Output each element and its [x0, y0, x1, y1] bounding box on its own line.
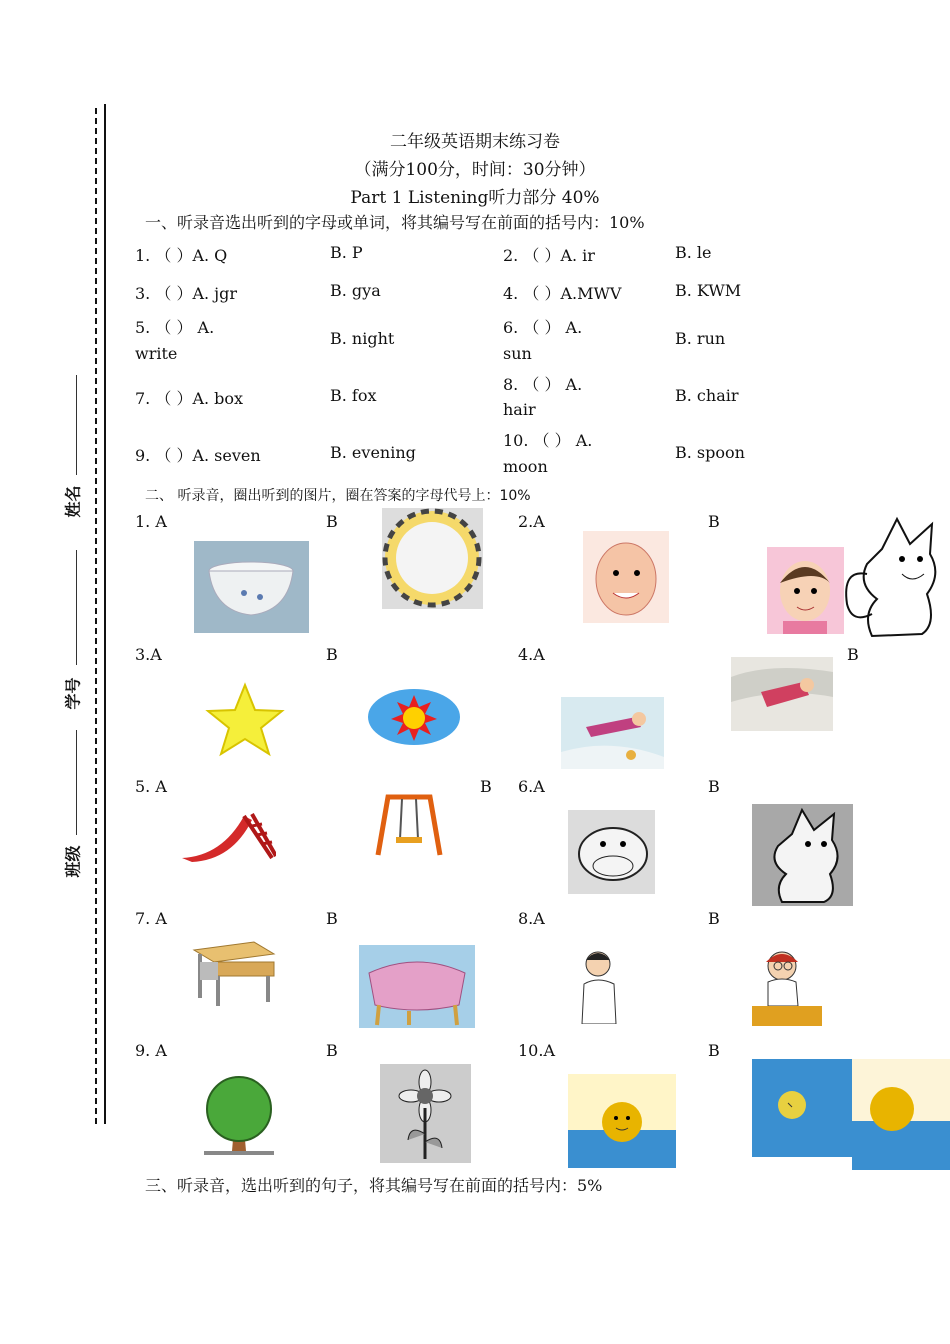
pic-label: 4.A — [518, 645, 545, 664]
fox-gray-image — [752, 804, 853, 906]
pic-label: 10.A — [518, 1041, 555, 1060]
question-8-cont: hair — [503, 400, 536, 419]
id-underline — [76, 550, 77, 665]
pic-label: B — [708, 909, 720, 928]
pic-label: 6.A — [518, 777, 545, 796]
swing-image — [370, 793, 448, 859]
question-2: 2. （ ）A. ir — [503, 246, 595, 265]
question-7-b: B. fox — [330, 386, 377, 405]
desk-image — [192, 940, 276, 1008]
pic-label: B — [708, 1041, 720, 1060]
pic-label: 1. A — [135, 512, 167, 531]
question-5: 5. （ ） A. — [135, 318, 215, 337]
question-10: 10. （ ） A. — [503, 431, 593, 450]
question-9: 9. （ ）A. seven — [135, 446, 261, 465]
question-6-b: B. run — [675, 329, 726, 348]
girl-writing-image — [752, 944, 822, 1026]
question-9-b: B. evening — [330, 443, 416, 462]
question-3: 3. （ ）A. jgr — [135, 284, 238, 303]
question-5-b: B. night — [330, 329, 395, 348]
bowl-image — [194, 541, 309, 633]
boy-student-image — [578, 946, 620, 1024]
sun-sea-image — [568, 1074, 676, 1168]
pic-label: 3.A — [135, 645, 162, 664]
question-2-b: B. le — [675, 243, 712, 262]
face-boy-image — [767, 547, 844, 634]
pic-label: 9. A — [135, 1041, 167, 1060]
pic-label: B — [480, 777, 492, 796]
name-label: 姓名 — [63, 485, 83, 518]
hippo-image — [568, 810, 655, 894]
flying-boy-image — [731, 657, 833, 731]
question-7: 7. （ ）A. box — [135, 389, 244, 408]
slide-image — [182, 808, 276, 862]
pic-label: B — [708, 777, 720, 796]
section3-heading: 三、听录音，选出听到的句子，将其编号写在前面的括号内：5% — [145, 1176, 603, 1195]
pic-label: B — [708, 512, 720, 531]
class-label: 班级 — [63, 845, 83, 878]
section1-heading: 一、听录音选出听到的字母或单词，将其编号写在前面的括号内：10% — [145, 213, 645, 232]
question-6: 6. （ ） A. — [503, 318, 583, 337]
student-id-label: 学号 — [63, 677, 83, 710]
question-5-cont: write — [135, 344, 178, 363]
name-underline — [76, 375, 77, 475]
part-heading: Part 1 Listening听力部分 40% — [350, 188, 600, 208]
flower-image — [380, 1064, 471, 1163]
star-image — [205, 682, 285, 758]
question-10-cont: moon — [503, 457, 548, 476]
moon-sea-image — [752, 1059, 950, 1170]
question-4: 4. （ ）A.MWV — [503, 284, 622, 303]
pic-label: B — [326, 909, 338, 928]
plate-image — [382, 508, 483, 609]
question-6-cont: sun — [503, 344, 532, 363]
fox-sketch-image — [842, 514, 947, 639]
section2-heading: 二、 听录音，圈出听到的图片，圈在答案的字母代号上：10% — [145, 488, 531, 504]
question-4-b: B. KWM — [675, 281, 742, 300]
binding-solid-line — [104, 104, 106, 1124]
face-girl-image — [583, 531, 669, 623]
tree-image — [204, 1073, 274, 1157]
pic-label: B — [847, 645, 859, 664]
question-1: 1. （ ）A. Q — [135, 246, 228, 265]
question-8: 8. （ ） A. — [503, 375, 583, 394]
pic-label: 5. A — [135, 777, 167, 796]
pic-label: B — [326, 645, 338, 664]
page-title: 二年级英语期末练习卷 — [390, 132, 560, 152]
pic-label: B — [326, 1041, 338, 1060]
question-3-b: B. gya — [330, 281, 381, 300]
question-8-b: B. chair — [675, 386, 739, 405]
pic-label: 8.A — [518, 909, 545, 928]
class-underline — [76, 730, 77, 835]
sun-cloud-image — [367, 687, 462, 747]
page-subtitle: （满分100分，时间：30分钟） — [354, 160, 596, 180]
table-image — [359, 945, 475, 1028]
question-1-b: B. P — [330, 243, 363, 262]
binding-dashed-line — [95, 108, 97, 1124]
pic-label: B — [326, 512, 338, 531]
question-10-b: B. spoon — [675, 443, 745, 462]
pic-label: 7. A — [135, 909, 167, 928]
flying-girl-image — [561, 697, 664, 769]
pic-label: 2.A — [518, 512, 545, 531]
